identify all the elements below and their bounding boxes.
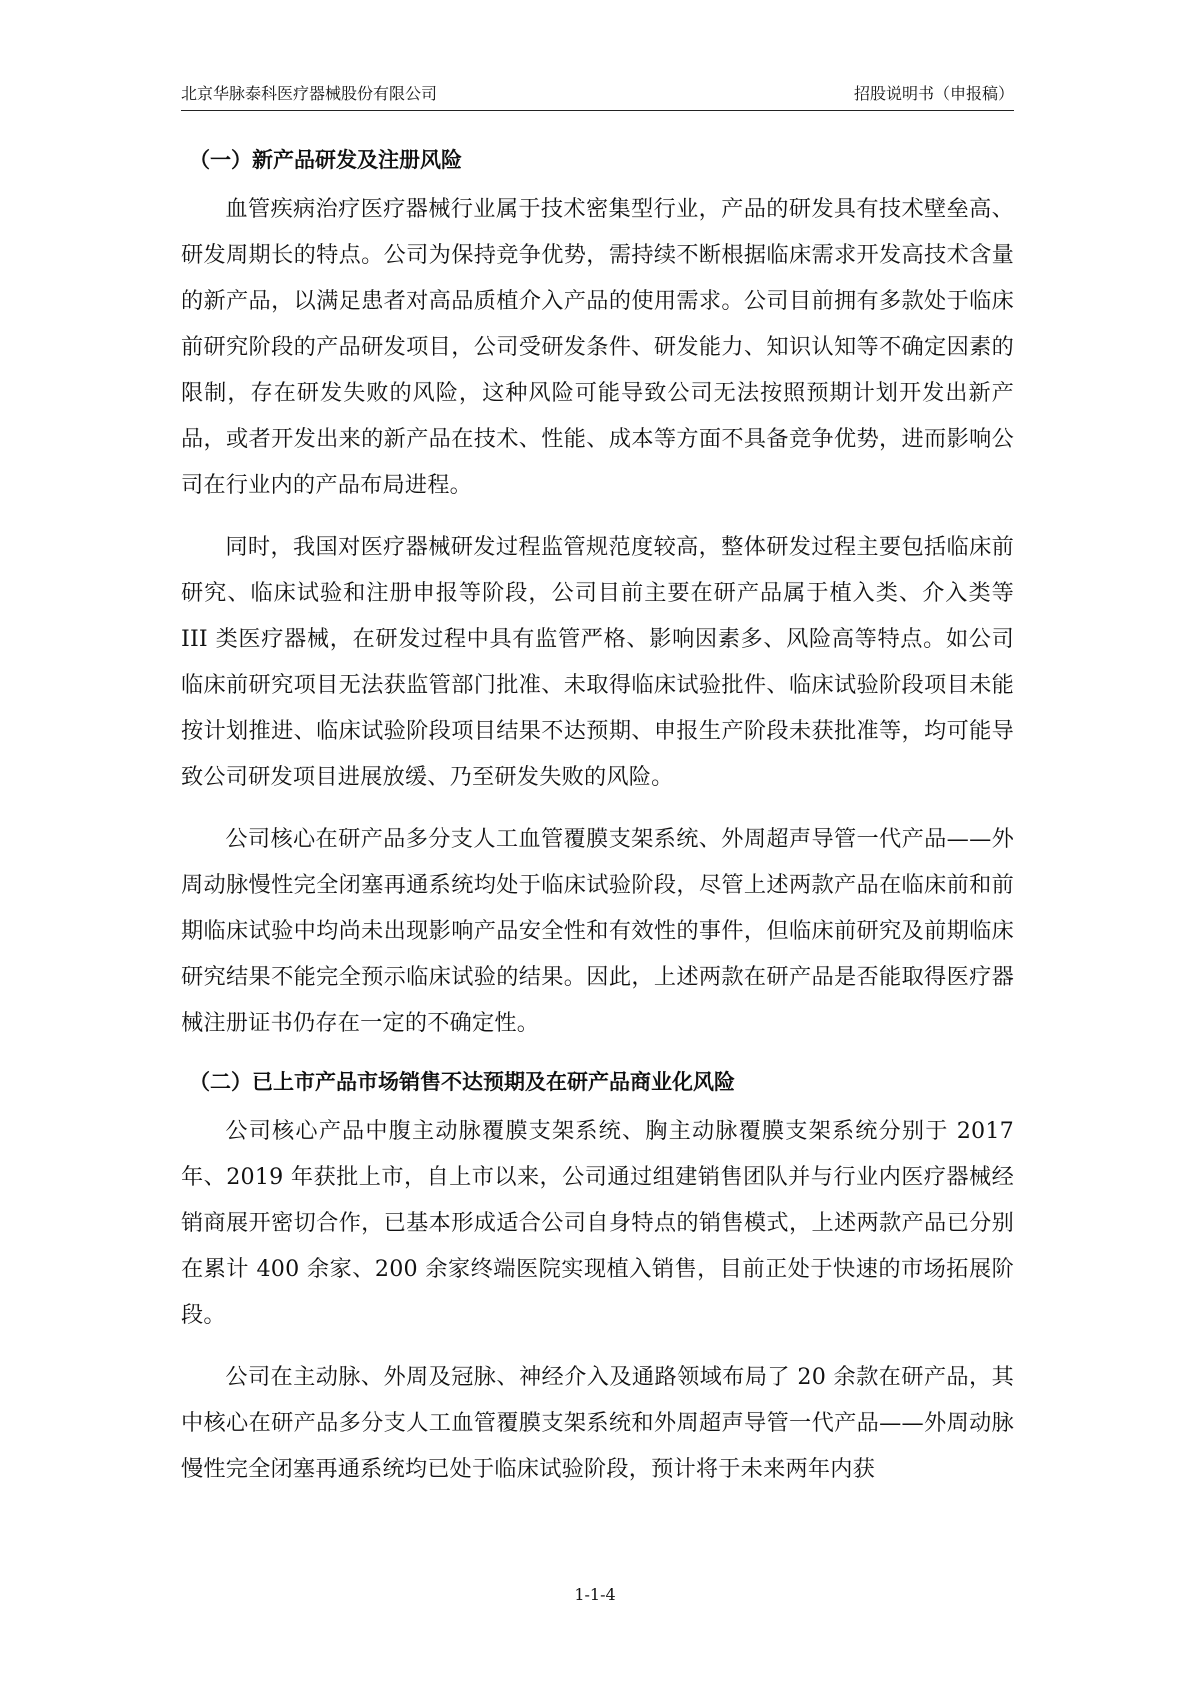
body-paragraph: 公司在主动脉、外周及冠脉、神经介入及通路领域布局了 20 余款在研产品，其中核心在研产品多分支人工血管覆膜支架系统和外周超声导管一代产品——外周动脉慢性完全闭塞再通系统均已处于临床试验阶段，预计将于未来两年内获 — [181, 1364, 1014, 1482]
section-title-commercialization-risk: （二）已上市产品市场销售不达预期及在研产品商业化风险 — [189, 1070, 735, 1094]
header-document-type: 招股说明书（申报稿） — [853, 84, 1014, 103]
body-paragraph: 公司核心产品中腹主动脉覆膜支架系统、胸主动脉覆膜支架系统分别于 2017 年、2019 年获批上市，自上市以来，公司通过组建销售团队并与行业内医疗器械经销商展开密切合作，已基本形成适合公司自身特点的销售模式，上述两款产品已分别在累计 400 余家、200 余家终端医院实现植入销售，目前正处于快速的市场拓展阶段。 — [181, 1118, 1014, 1328]
body-paragraph: 同时，我国对医疗器械研发过程监管规范度较高，整体研发过程主要包括临床前研究、临床试验和注册申报等阶段，公司目前主要在研产品属于植入类、介入类等 III 类医疗器械，在研发过程中具有监管严格、影响因素多、风险高等特点。如公司临床前研究项目无法获监管部门批准、未取得临床试验批件、临床试验阶段项目未能按计划推进、临床试验阶段项目结果不达预期、申报生产阶段未获批准等，均可能导致公司研发项目进展放缓、乃至研发失败的风险。 — [181, 534, 1014, 790]
header-company-name: 北京华脉泰科医疗器械股份有限公司 — [181, 84, 438, 103]
page-header — [181, 84, 1014, 111]
body-paragraph: 血管疾病治疗医疗器械行业属于技术密集型行业，产品的研发具有技术壁垒高、研发周期长的特点。公司为保持竞争优势，需持续不断根据临床需求开发高技术含量的新产品，以满足患者对高品质植介入产品的使用需求。公司目前拥有多款处于临床前研究阶段的产品研发项目，公司受研发条件、研发能力、知识认知等不确定因素的限制，存在研发失败的风险，这种风险可能导致公司无法按照预期计划开发出新产品，或者开发出来的新产品在技术、性能、成本等方面不具备竞争优势，进而影响公司在行业内的产品布局进程。 — [181, 196, 1014, 498]
section-title-new-product-risk: （一）新产品研发及注册风险 — [189, 148, 462, 172]
page-body — [181, 140, 1014, 1508]
page-number: 1-1-4 — [574, 1585, 616, 1604]
body-paragraph: 公司核心在研产品多分支人工血管覆膜支架系统、外周超声导管一代产品——外周动脉慢性完全闭塞再通系统均处于临床试验阶段，尽管上述两款产品在临床前和前期临床试验中均尚未出现影响产品安全性和有效性的事件，但临床前研究及前期临床研究结果不能完全预示临床试验的结果。因此，上述两款在研产品是否能取得医疗器械注册证书仍存在一定的不确定性。 — [181, 826, 1014, 1036]
